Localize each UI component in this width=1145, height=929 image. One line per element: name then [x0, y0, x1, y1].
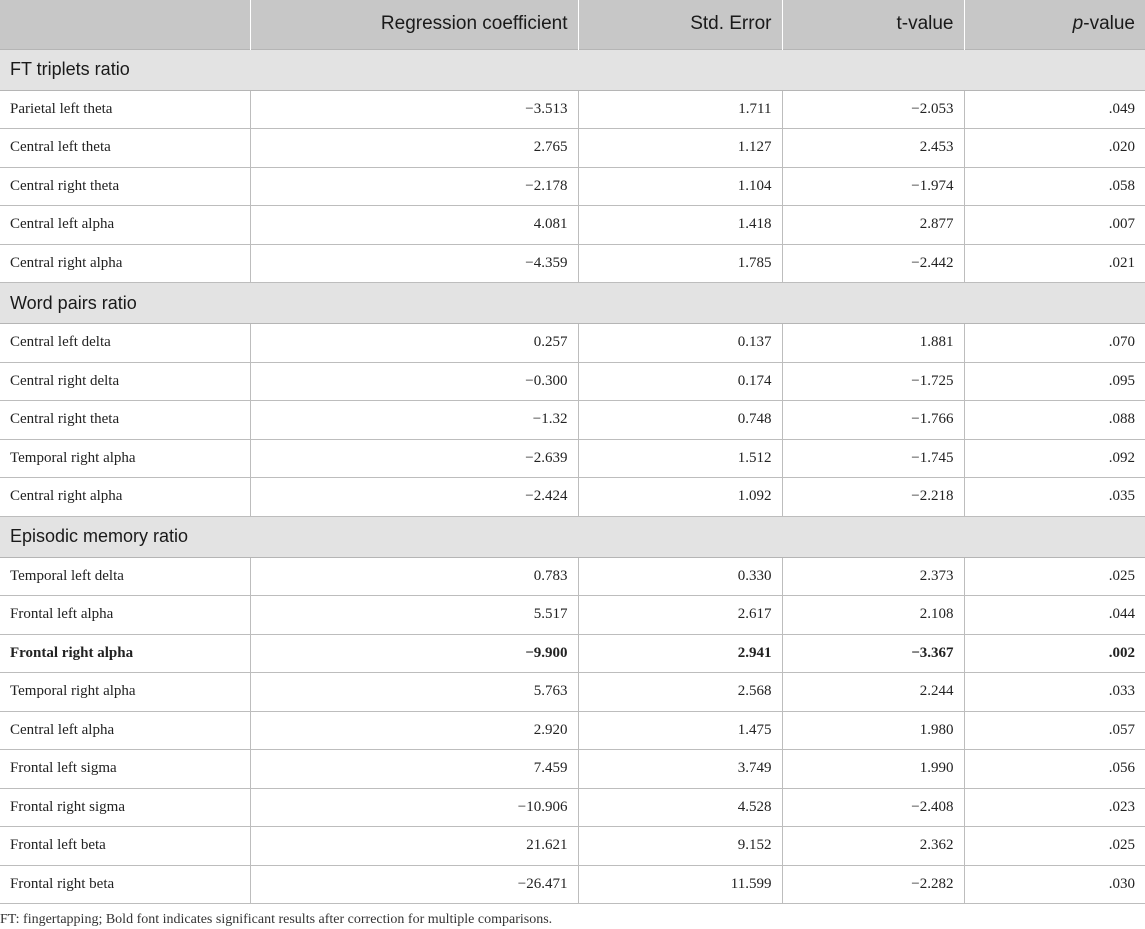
row-label: Frontal right beta	[0, 865, 250, 904]
table-row	[0, 206, 1145, 245]
header-regression-coefficient: Regression coefficient	[250, 0, 578, 49]
p-value-cell: .023	[964, 788, 1145, 827]
std-error-cell: 3.749	[578, 750, 782, 789]
t-value-cell: 2.362	[782, 827, 964, 866]
regression-coefficient-cell: 4.081	[250, 206, 578, 245]
std-error-cell: 0.137	[578, 324, 782, 363]
std-error-cell: 1.092	[578, 478, 782, 517]
row-label: Frontal right sigma	[0, 788, 250, 827]
p-value-cell: .025	[964, 557, 1145, 596]
std-error-cell: 1.104	[578, 167, 782, 206]
p-value-cell: .033	[964, 673, 1145, 712]
regression-coefficient-cell: 2.765	[250, 129, 578, 168]
table-body	[0, 49, 1145, 904]
t-value-cell: −2.053	[782, 90, 964, 129]
table-row	[0, 167, 1145, 206]
table-row	[0, 478, 1145, 517]
table-row	[0, 750, 1145, 789]
std-error-cell: 1.418	[578, 206, 782, 245]
table-row	[0, 129, 1145, 168]
p-value-cell: .056	[964, 750, 1145, 789]
std-error-cell: 0.174	[578, 362, 782, 401]
regression-coefficient-cell: −3.513	[250, 90, 578, 129]
row-label: Frontal left alpha	[0, 596, 250, 635]
table-row	[0, 439, 1145, 478]
t-value-cell: −2.408	[782, 788, 964, 827]
table-header	[0, 0, 1145, 49]
row-label: Central right theta	[0, 167, 250, 206]
row-label: Temporal right alpha	[0, 439, 250, 478]
p-value-cell: .030	[964, 865, 1145, 904]
t-value-cell: 1.980	[782, 711, 964, 750]
row-label: Frontal right alpha	[0, 634, 250, 673]
table-row	[0, 788, 1145, 827]
p-value-cell: .095	[964, 362, 1145, 401]
table-row	[0, 634, 1145, 673]
row-label: Temporal left delta	[0, 557, 250, 596]
std-error-cell: 1.785	[578, 244, 782, 283]
t-value-cell: −2.442	[782, 244, 964, 283]
header-t-value: t-value	[782, 0, 964, 49]
p-value-cell: .002	[964, 634, 1145, 673]
std-error-cell: 1.711	[578, 90, 782, 129]
table-row	[0, 827, 1145, 866]
t-value-cell: −1.745	[782, 439, 964, 478]
row-label: Parietal left theta	[0, 90, 250, 129]
table-row	[0, 865, 1145, 904]
regression-coefficient-cell: 5.517	[250, 596, 578, 635]
row-label: Central right theta	[0, 401, 250, 440]
regression-coefficient-cell: −1.32	[250, 401, 578, 440]
header-p-suffix: -value	[1083, 13, 1135, 35]
row-label: Central left theta	[0, 129, 250, 168]
p-value-cell: .020	[964, 129, 1145, 168]
row-label: Frontal left sigma	[0, 750, 250, 789]
regression-coefficient-cell: −9.900	[250, 634, 578, 673]
std-error-cell: 11.599	[578, 865, 782, 904]
p-value-cell: .058	[964, 167, 1145, 206]
p-value-cell: .049	[964, 90, 1145, 129]
table-row	[0, 596, 1145, 635]
p-value-cell: .007	[964, 206, 1145, 245]
row-label: Central left alpha	[0, 711, 250, 750]
section-title: Word pairs ratio	[0, 283, 1145, 324]
header-label-column	[0, 0, 250, 49]
p-value-cell: .088	[964, 401, 1145, 440]
table-row	[0, 711, 1145, 750]
section-row	[0, 283, 1145, 324]
row-label: Central right alpha	[0, 244, 250, 283]
table-row	[0, 401, 1145, 440]
header-std-error: Std. Error	[578, 0, 782, 49]
std-error-cell: 1.127	[578, 129, 782, 168]
std-error-cell: 2.617	[578, 596, 782, 635]
table-row	[0, 673, 1145, 712]
section-title: FT triplets ratio	[0, 49, 1145, 90]
t-value-cell: 1.881	[782, 324, 964, 363]
regression-coefficient-cell: 0.257	[250, 324, 578, 363]
regression-coefficient-cell: 5.763	[250, 673, 578, 712]
t-value-cell: 2.373	[782, 557, 964, 596]
std-error-cell: 9.152	[578, 827, 782, 866]
row-label: Central left delta	[0, 324, 250, 363]
regression-coefficient-cell: 2.920	[250, 711, 578, 750]
std-error-cell: 1.475	[578, 711, 782, 750]
regression-coefficient-cell: −26.471	[250, 865, 578, 904]
regression-coefficient-cell: −0.300	[250, 362, 578, 401]
row-label: Frontal left beta	[0, 827, 250, 866]
t-value-cell: 2.453	[782, 129, 964, 168]
row-label: Temporal right alpha	[0, 673, 250, 712]
std-error-cell: 1.512	[578, 439, 782, 478]
t-value-cell: 2.108	[782, 596, 964, 635]
p-value-cell: .092	[964, 439, 1145, 478]
section-title: Episodic memory ratio	[0, 516, 1145, 557]
row-label: Central left alpha	[0, 206, 250, 245]
section-row	[0, 49, 1145, 90]
regression-coefficient-cell: −2.178	[250, 167, 578, 206]
t-value-cell: −3.367	[782, 634, 964, 673]
regression-coefficient-cell: −2.424	[250, 478, 578, 517]
t-value-cell: 1.990	[782, 750, 964, 789]
std-error-cell: 4.528	[578, 788, 782, 827]
row-label: Central right alpha	[0, 478, 250, 517]
p-value-cell: .025	[964, 827, 1145, 866]
header-p-italic: p	[1072, 13, 1084, 35]
regression-coefficient-cell: 0.783	[250, 557, 578, 596]
table-row	[0, 90, 1145, 129]
table-footnote: FT: fingertapping; Bold font indicates significant results after correction for multiple comparisons.	[0, 912, 553, 927]
header-row	[0, 0, 1145, 49]
p-value-cell: .057	[964, 711, 1145, 750]
regression-coefficient-cell: 7.459	[250, 750, 578, 789]
t-value-cell: −2.282	[782, 865, 964, 904]
p-value-cell: .021	[964, 244, 1145, 283]
row-label: Central right delta	[0, 362, 250, 401]
regression-coefficient-cell: −4.359	[250, 244, 578, 283]
table-row	[0, 362, 1145, 401]
std-error-cell: 2.941	[578, 634, 782, 673]
p-value-cell: .044	[964, 596, 1145, 635]
regression-coefficient-cell: 21.621	[250, 827, 578, 866]
p-value-cell: .035	[964, 478, 1145, 517]
t-value-cell: 2.877	[782, 206, 964, 245]
std-error-cell: 2.568	[578, 673, 782, 712]
t-value-cell: 2.244	[782, 673, 964, 712]
t-value-cell: −1.725	[782, 362, 964, 401]
section-row	[0, 516, 1145, 557]
table-row	[0, 244, 1145, 283]
table-row	[0, 557, 1145, 596]
regression-coefficient-cell: −2.639	[250, 439, 578, 478]
t-value-cell: −1.974	[782, 167, 964, 206]
header-p-value	[964, 0, 1145, 49]
t-value-cell: −2.218	[782, 478, 964, 517]
table-row	[0, 324, 1145, 363]
std-error-cell: 0.748	[578, 401, 782, 440]
regression-coefficient-cell: −10.906	[250, 788, 578, 827]
std-error-cell: 0.330	[578, 557, 782, 596]
t-value-cell: −1.766	[782, 401, 964, 440]
p-value-cell: .070	[964, 324, 1145, 363]
